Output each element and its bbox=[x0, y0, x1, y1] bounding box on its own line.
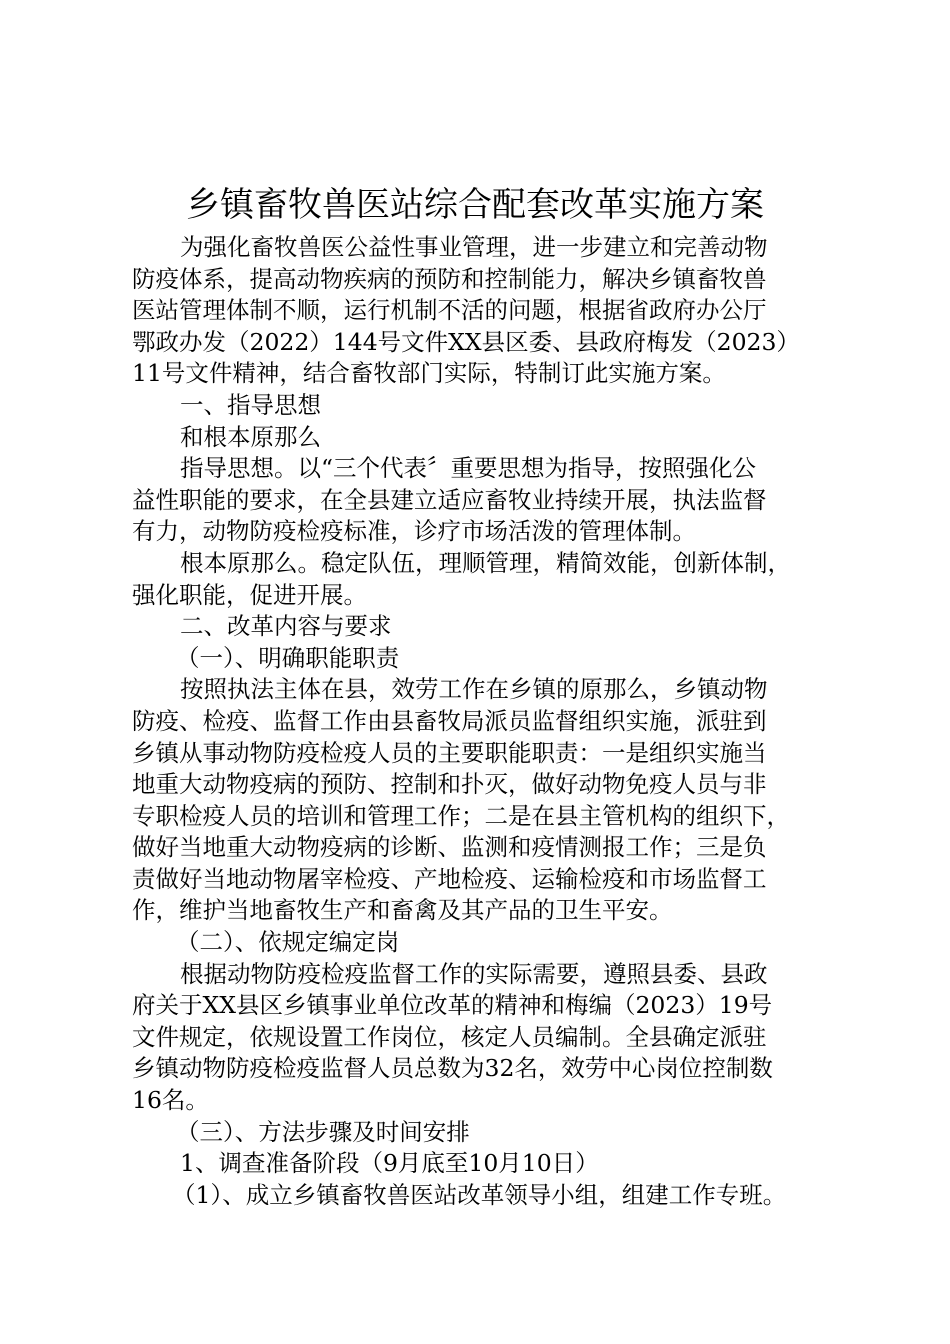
paragraph-line: 专职检疫人员的培训和管理工作；二是在县主管机构的组织下， bbox=[132, 801, 790, 830]
section-heading: 一、指导思想 bbox=[180, 390, 321, 419]
paragraph-line: 文件规定，依规设置工作岗位，核定人员编制。全县确定派驻 bbox=[132, 1022, 767, 1051]
document-title: 乡镇畜牧兽医站综合配套改革实施方案 bbox=[186, 185, 764, 225]
paragraph-line: 按照执法主体在县，效劳工作在乡镇的原那么，乡镇动物 bbox=[180, 675, 768, 704]
paragraph-line: 11号文件精神，结合畜牧部门实际，特制订此实施方案。 bbox=[132, 359, 726, 388]
paragraph-line: 鄂政办发（2022）144号文件XX县区委、县政府梅发（2023） bbox=[132, 327, 800, 356]
paragraph-line: 防疫体系，提高动物疾病的预防和控制能力，解决乡镇畜牧兽 bbox=[132, 264, 767, 293]
step-heading: 1、调查准备阶段（9月底至10月10日） bbox=[180, 1149, 599, 1178]
paragraph-line: 医站管理体制不顺，运行机制不活的问题，根据省政府办公厅 bbox=[132, 296, 767, 325]
section-heading: 二、改革内容与要求 bbox=[180, 612, 392, 641]
document-body bbox=[132, 232, 852, 1211]
paragraph-line: 为强化畜牧兽医公益性事业管理，进一步建立和完善动物 bbox=[180, 233, 768, 261]
paragraph-line: 乡镇从事动物防疫检疫人员的主要职能职责：一是组织实施当 bbox=[132, 738, 767, 767]
paragraph-line: 府关于XX县区乡镇事业单位改革的精神和梅编（2023）19号 bbox=[132, 991, 773, 1020]
paragraph-line: 指导思想。以“三个代表〞重要思想为指导，按照强化公 bbox=[180, 454, 757, 483]
paragraph-line: 强化职能，促进开展。 bbox=[132, 580, 367, 609]
subsection-heading: （二）、依规定编定岗 bbox=[176, 928, 400, 957]
paragraph-line: （1）、成立乡镇畜牧兽医站改革领导小组，组建工作专班。 bbox=[172, 1180, 787, 1209]
paragraph-line: 根本原那么。稳定队伍，理顺管理，精简效能，创新体制， bbox=[180, 548, 791, 577]
section-heading: 和根本原那么 bbox=[180, 422, 321, 451]
paragraph-line: 做好当地重大动物疫病的诊断、监测和疫情测报工作；三是负 bbox=[132, 833, 767, 862]
subsection-heading: （一）、明确职能职责 bbox=[176, 643, 400, 672]
paragraph-line: 防疫、检疫、监督工作由县畜牧局派员监督组织实施，派驻到 bbox=[132, 706, 767, 735]
paragraph-line: 根据动物防疫检疫监督工作的实际需要，遵照县委、县政 bbox=[180, 959, 768, 988]
paragraph-line: 地重大动物疫病的预防、控制和扑灭，做好动物免疫人员与非 bbox=[132, 770, 767, 799]
paragraph-line: 作，维护当地畜牧生产和畜禽及其产品的卫生平安。 bbox=[132, 896, 673, 925]
paragraph-line: 乡镇动物防疫检疫监督人员总数为32名，效劳中心岗位控制数 bbox=[132, 1054, 773, 1083]
paragraph-line: 益性职能的要求，在全县建立适应畜牧业持续开展，执法监督 bbox=[132, 485, 767, 514]
paragraph-line: 有力，动物防疫检疫标准，诊疗市场活泼的管理体制。 bbox=[132, 517, 696, 546]
subsection-heading: （三）、方法步骤及时间安排 bbox=[176, 1117, 470, 1146]
paragraph-line: 16名。 bbox=[132, 1086, 209, 1115]
paragraph-line: 责做好当地动物屠宰检疫、产地检疫、运输检疫和市场监督工 bbox=[132, 864, 767, 893]
